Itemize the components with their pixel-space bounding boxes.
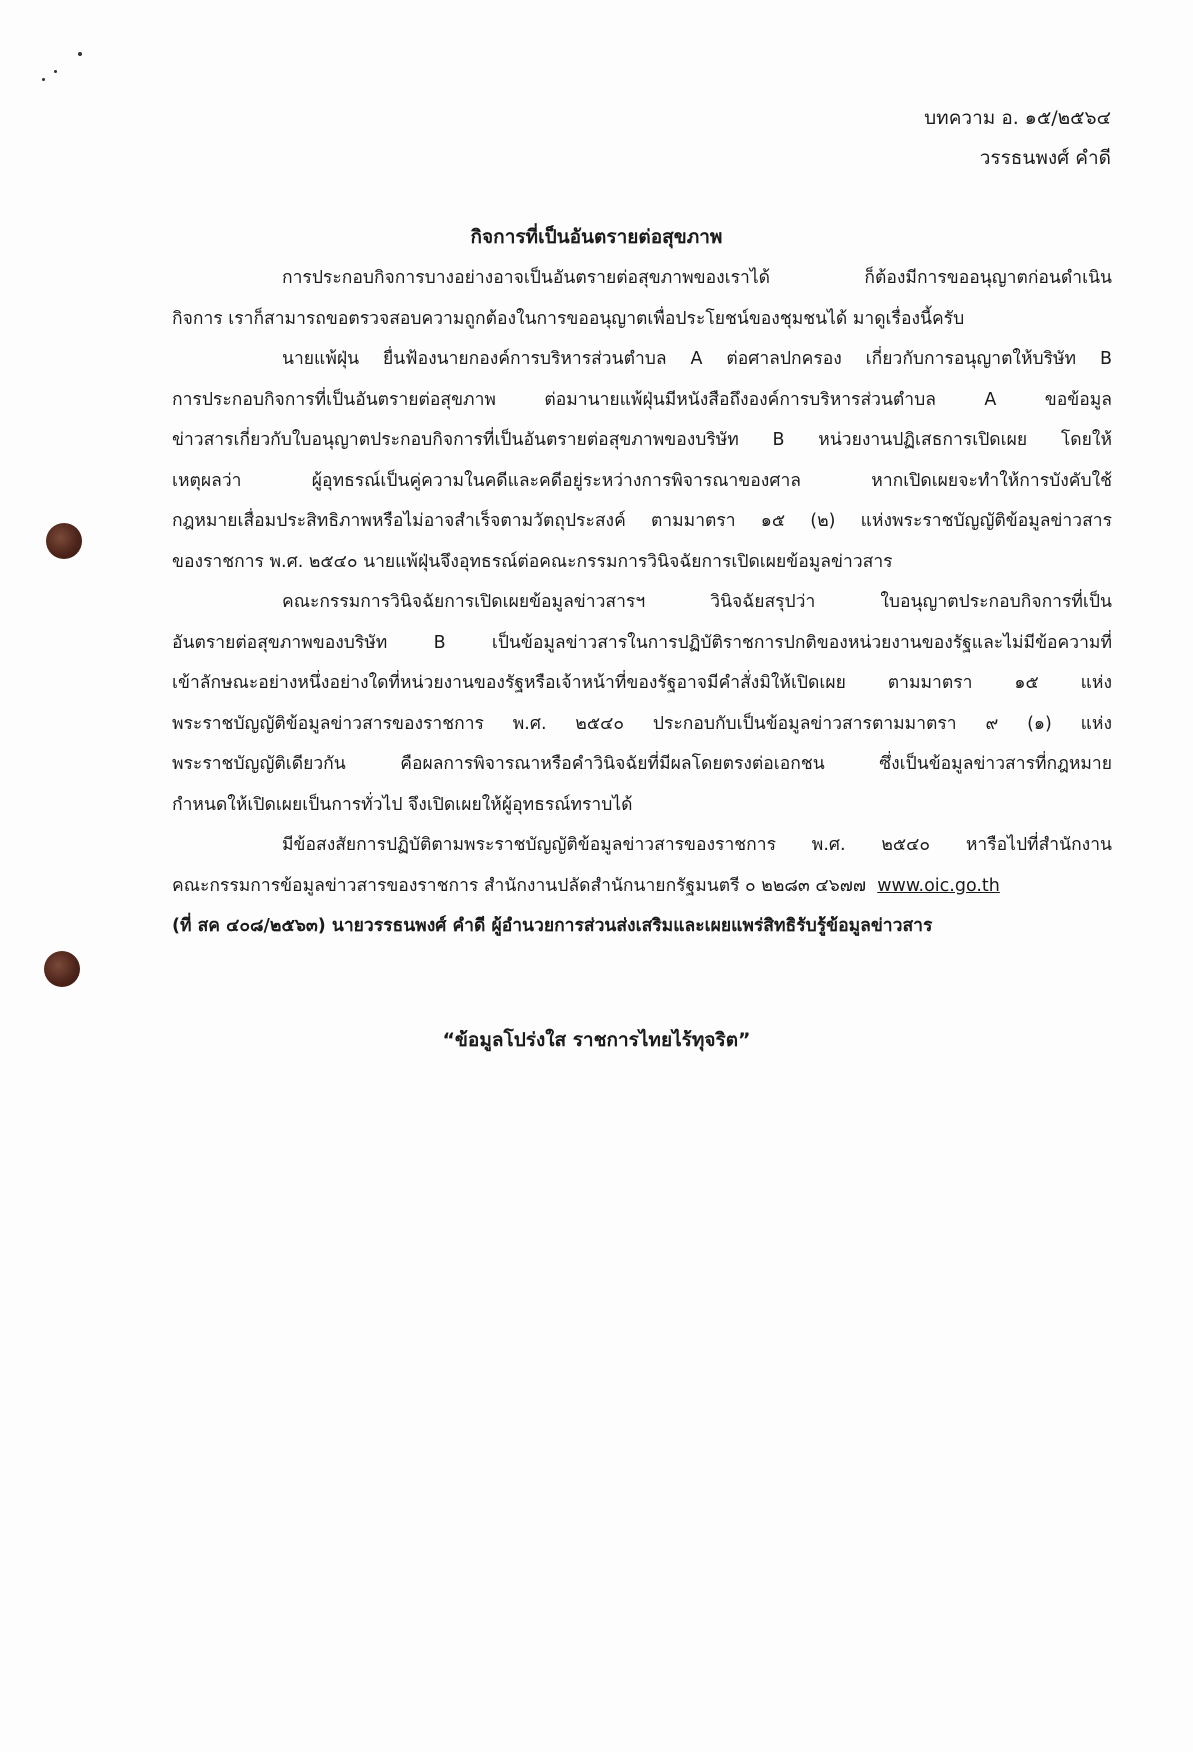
paragraph-2-line-4: เหตุผลว่า ผู้อุทธรณ์เป็นคู่ความในคดีและคดีอยู่ระหว่างการพิจารณาของศาล หากเปิดเผยจะทำให้การบังคับใช้	[172, 470, 1112, 491]
contact-text: คณะกรรมการข้อมูลข่าวสารของราชการ สำนักงานปลัดสำนักนายกรัฐมนตรี ๐ ๒๒๘๓ ๔๖๗๗	[172, 875, 867, 896]
paragraph-3-line-3: เข้าลักษณะอย่างหนึ่งอย่างใดที่หน่วยงานของรัฐหรือเจ้าหน้าที่ของรัฐอาจมีคำสั่งมิให้เปิดเผย ตามมาตรา ๑๕ แห่ง	[172, 673, 1112, 693]
scan-speck	[42, 78, 45, 81]
article-reference: บทความ อ. ๑๕/๒๕๖๔	[924, 107, 1111, 129]
punch-hole-top	[46, 523, 82, 559]
paragraph-1-line-1: การประกอบกิจการบางอย่างอาจเป็นอันตรายต่อสุขภาพของเราได้ ก็ต้องมีการขออนุญาตก่อนดำเนิน	[282, 268, 1112, 288]
paragraph-3-line-5: พระราชบัญญัติเดียวกัน คือผลการพิจารณาหรือคำวินิจฉัยที่มีผลโดยตรงต่อเอกชน ซึ่งเป็นข้อมูลข่าวสารที่กฎหมาย	[172, 754, 1112, 774]
paragraph-3-line-2: อันตรายต่อสุขภาพของบริษัท B เป็นข้อมูลข่าวสารในการปฏิบัติราชการปกติของหน่วยงานของรัฐและไม่มีข้อความที่	[172, 632, 1112, 653]
paragraph-3-line-6: กำหนดให้เปิดเผยเป็นการทั่วไป จึงเปิดเผยให้ผู้อุทธรณ์ทราบได้	[172, 794, 633, 815]
paragraph-4-signature-line: (ที่ สค ๔๐๘/๒๕๖๓) นายวรรธนพงศ์ คำดี ผู้อำนวยการส่วนส่งเสริมและเผยแพร่สิทธิรับรู้ข้อมูลข่าวสาร	[172, 916, 933, 936]
paragraph-1-line-2: กิจการ เราก็สามารถขอตรวจสอบความถูกต้องในการขออนุญาตเพื่อประโยชน์ของชุมชนได้ มาดูเรื่องนี้ครับ	[172, 308, 965, 329]
document-title: กิจการที่เป็นอันตรายต่อสุขภาพ	[470, 226, 723, 248]
paragraph-2-line-2: การประกอบกิจการที่เป็นอันตรายต่อสุขภาพ ต่อมานายแพ้ฝุ่นมีหนังสือถึงองค์การบริหารส่วนตำบล A ขอข้อมูล	[172, 389, 1112, 410]
paragraph-4-line-1: มีข้อสงสัยการปฏิบัติตามพระราชบัญญัติข้อมูลข่าวสารของราชการ พ.ศ. ๒๕๔๐ หารือไปที่สำนักงาน	[282, 835, 1112, 855]
oic-website-link[interactable]: www.oic.go.th	[877, 875, 1000, 896]
paragraph-2-line-5: กฎหมายเสื่อมประสิทธิภาพหรือไม่อาจสำเร็จตามวัตถุประสงค์ ตามมาตรา ๑๕ (๒) แห่งพระราชบัญญัติข้อมูลข่าวสาร	[172, 511, 1112, 531]
scan-speck	[78, 52, 82, 56]
paragraph-2-line-3: ข่าวสารเกี่ยวกับใบอนุญาตประกอบกิจการที่เป็นอันตรายต่อสุขภาพของบริษัท B หน่วยงานปฏิเสธการเปิดเผย โดยให้	[172, 430, 1112, 450]
scan-speck	[54, 70, 57, 73]
paragraph-3-line-1: คณะกรรมการวินิจฉัยการเปิดเผยข้อมูลข่าวสารฯ วินิจฉัยสรุปว่า ใบอนุญาตประกอบกิจการที่เป็น	[282, 592, 1112, 612]
punch-hole-bottom	[44, 951, 80, 987]
paragraph-2-line-1: นายแพ้ฝุ่น ยื่นฟ้องนายกองค์การบริหารส่วนตำบล A ต่อศาลปกครอง เกี่ยวกับการอนุญาตให้บริษัท B	[282, 349, 1112, 369]
article-author: วรรธนพงศ์ คำดี	[979, 147, 1111, 169]
document-body	[172, 258, 1112, 947]
slogan: “ข้อมูลโปร่งใส ราชการไทยไร้ทุจริต”	[442, 1029, 751, 1051]
paragraph-2-line-6: ของราชการ พ.ศ. ๒๕๔๐ นายแพ้ฝุ่นจึงอุทธรณ์ต่อคณะกรรมการวินิจฉัยการเปิดเผยข้อมูลข่าวสาร	[172, 551, 893, 572]
article-header	[924, 98, 1111, 178]
paragraph-3-line-4: พระราชบัญญัติข้อมูลข่าวสารของราชการ พ.ศ. ๒๕๔๐ ประกอบกับเป็นข้อมูลข่าวสารตามมาตรา ๙ (๑) แห่ง	[172, 713, 1112, 734]
paragraph-4-line-2	[172, 866, 1112, 907]
